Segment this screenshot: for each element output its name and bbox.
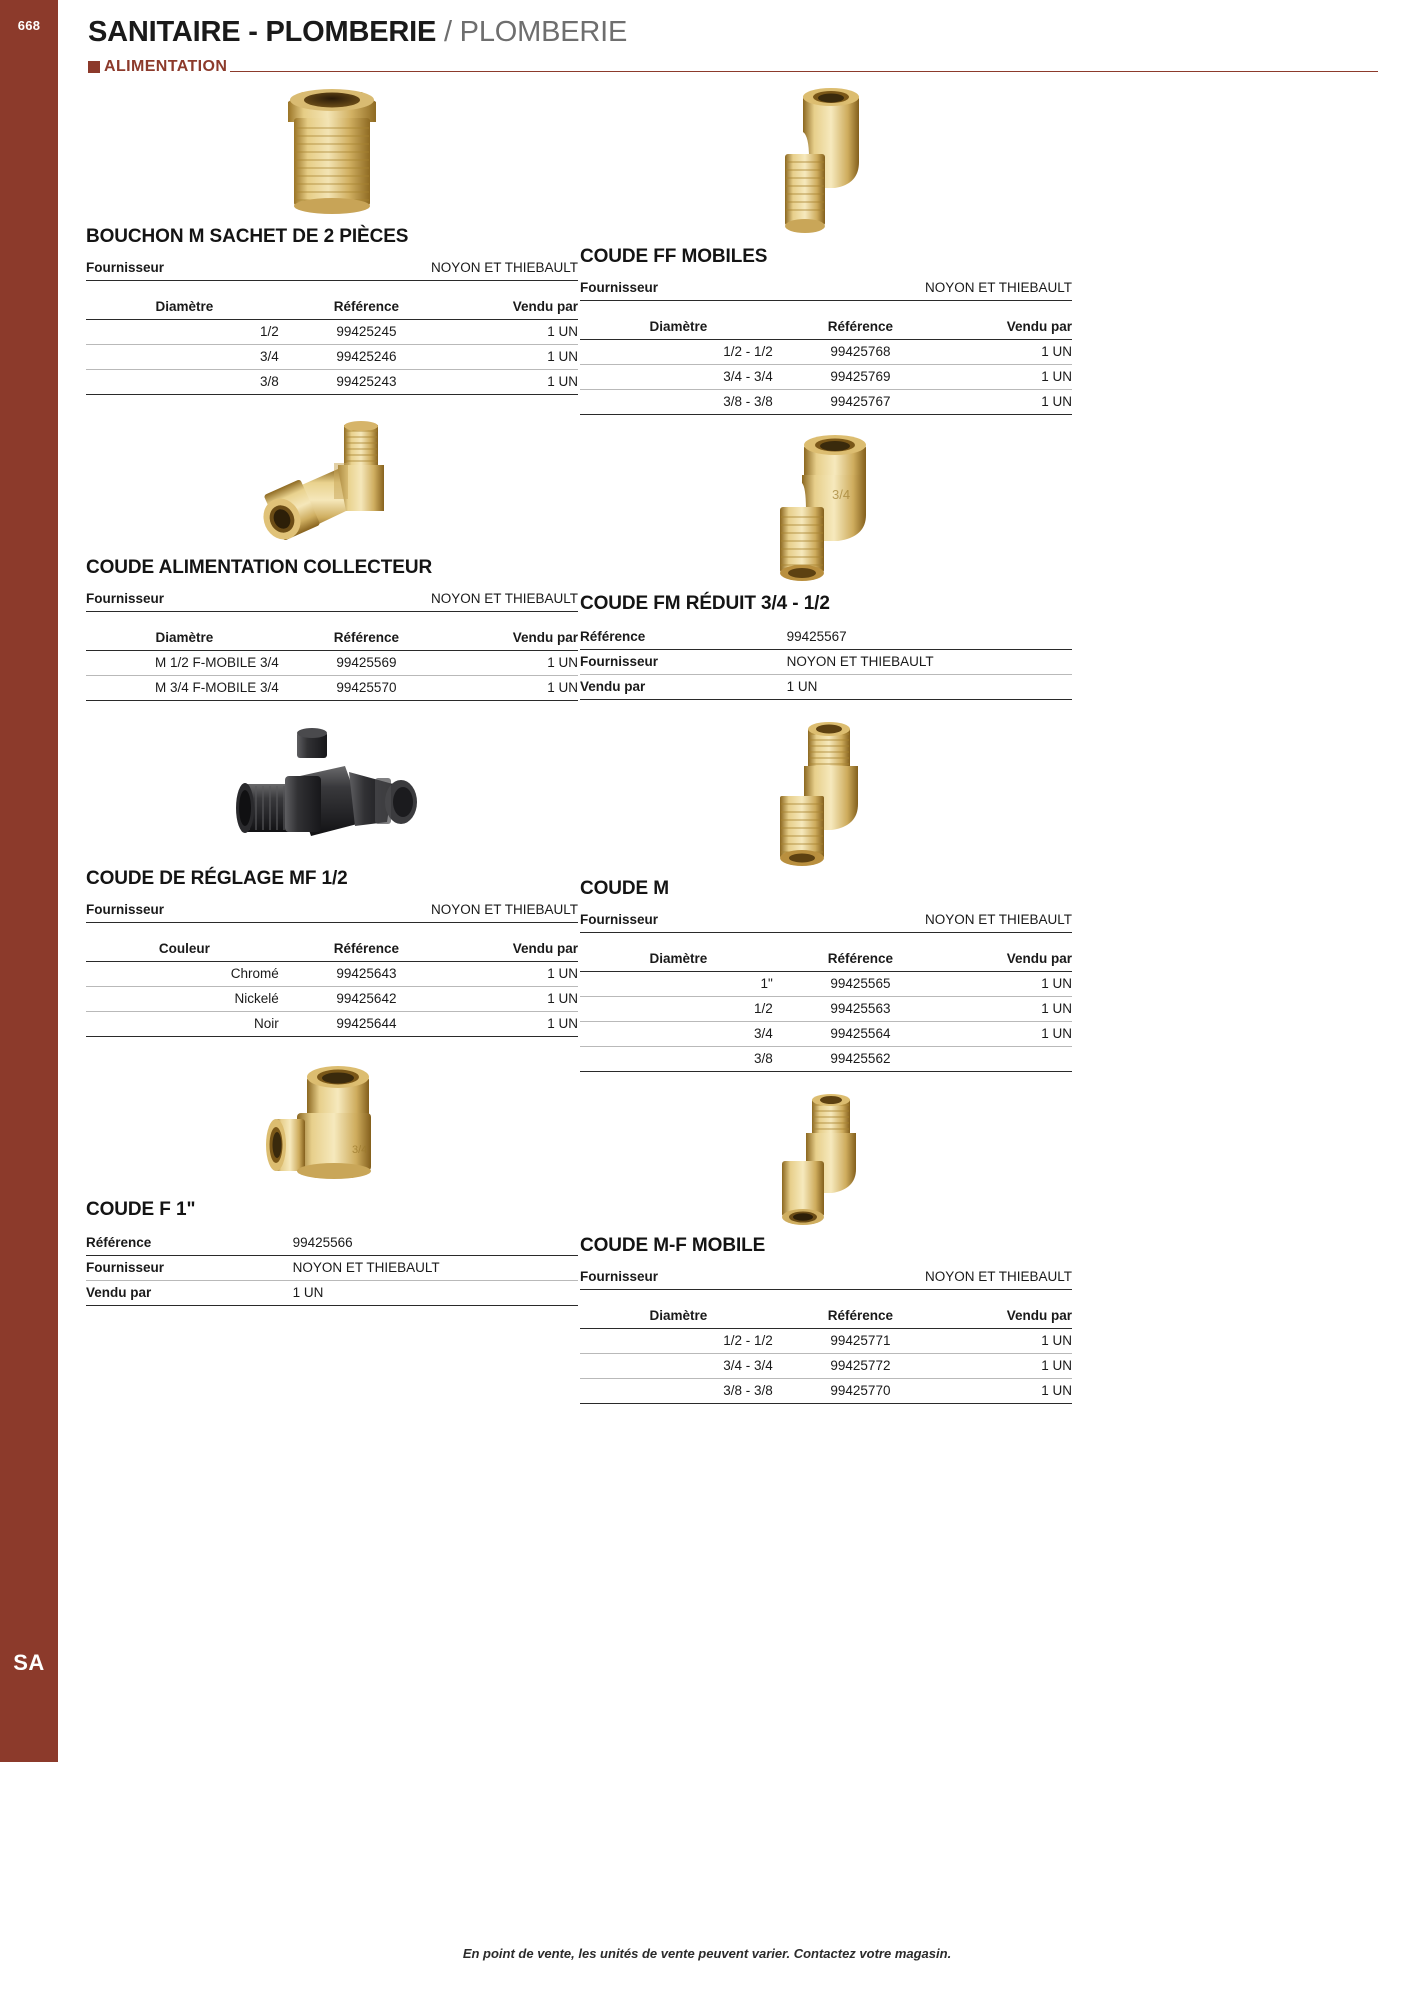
table-cell: 99425563 xyxy=(777,997,944,1022)
table-row xyxy=(86,589,578,612)
table-header-row xyxy=(580,949,1072,972)
kv-key: Fournisseur xyxy=(86,1256,293,1281)
table-cell: 99425243 xyxy=(283,370,450,395)
table-row xyxy=(580,1267,1072,1290)
table-cell: 1 UN xyxy=(944,972,1072,997)
product-photo-bouchon-m xyxy=(86,86,578,216)
table-cell: 3/8 - 3/8 xyxy=(580,1379,777,1404)
svg-text:3/4: 3/4 xyxy=(832,487,851,502)
product-title: COUDE FF MOBILES xyxy=(580,246,768,267)
spec-rows xyxy=(580,1329,1072,1404)
table-cell: 99425643 xyxy=(283,962,450,987)
kv-value: 99425567 xyxy=(787,625,1072,650)
table-cell: 3/8 xyxy=(580,1047,777,1072)
product-photo-coude-collecteur xyxy=(86,417,578,547)
brass-plug-image xyxy=(272,88,392,216)
table-header-row xyxy=(86,628,578,651)
supplier-table-coude-reglage xyxy=(86,900,578,923)
table-cell: 3/8 - 3/8 xyxy=(580,390,777,415)
table-cell: 1" xyxy=(580,972,777,997)
kv-key: Vendu par xyxy=(580,675,787,700)
table-cell: Noir xyxy=(86,1012,283,1037)
table-cell: 99425771 xyxy=(777,1329,944,1354)
table-cell: 99425769 xyxy=(777,365,944,390)
product-title: COUDE M xyxy=(580,878,670,899)
brass-male-elbow-image xyxy=(746,720,906,868)
col-header-reference: Référence xyxy=(777,317,944,340)
page-number: 668 xyxy=(17,18,41,33)
col-header-vendu-par: Vendu par xyxy=(944,949,1072,972)
table-cell: 3/4 - 3/4 xyxy=(580,1354,777,1379)
col-header-vendu-par: Vendu par xyxy=(450,939,578,962)
section-tab-label: SA xyxy=(13,1650,45,1675)
product-photo-coude-mf-mobile xyxy=(580,1090,1072,1225)
table-row xyxy=(580,650,1072,675)
brass-mf-mobile-elbow-image xyxy=(746,1093,906,1225)
table-cell: 1 UN xyxy=(450,651,578,676)
kv-key: Vendu par xyxy=(86,1281,293,1306)
product-bouchon-m xyxy=(86,86,578,395)
table-cell: 1 UN xyxy=(944,1354,1072,1379)
table-header-row xyxy=(86,939,578,962)
kv-key: Référence xyxy=(580,625,787,650)
page-title xyxy=(88,14,1378,50)
table-cell: 1 UN xyxy=(450,962,578,987)
table-cell: 99425642 xyxy=(283,987,450,1012)
brass-ff-mobile-elbow-image xyxy=(751,88,901,236)
table-cell: Nickelé xyxy=(86,987,283,1012)
table-cell: 3/8 xyxy=(86,370,283,395)
table-cell: Chromé xyxy=(86,962,283,987)
col-header-diametre: Diamètre xyxy=(580,1306,777,1329)
page-title-sub: / PLOMBERIE xyxy=(443,16,628,48)
table-row xyxy=(86,987,578,1012)
table-cell: 99425767 xyxy=(777,390,944,415)
spec-table-coude-reglage xyxy=(86,939,578,1037)
supplier-table-bouchon-m xyxy=(86,258,578,281)
table-row xyxy=(580,625,1072,650)
product-photo-coude-f-1 xyxy=(86,1059,578,1189)
spec-rows xyxy=(580,340,1072,415)
table-header-row xyxy=(86,297,578,320)
table-cell: 99425245 xyxy=(283,320,450,345)
product-coude-f-1 xyxy=(86,1059,578,1306)
table-cell: 1 UN xyxy=(944,340,1072,365)
table-cell: 1 UN xyxy=(944,1379,1072,1404)
supplier-table-coude-m xyxy=(580,910,1072,933)
table-cell: M 3/4 F-MOBILE 3/4 xyxy=(86,676,283,701)
table-cell: 99425246 xyxy=(283,345,450,370)
table-cell: 1 UN xyxy=(450,345,578,370)
spec-table-coude-ff-mobiles xyxy=(580,317,1072,415)
brass-elbow-collector-image xyxy=(242,419,422,547)
table-header-row xyxy=(580,1306,1072,1329)
kv-table-coude-fm-reduit xyxy=(580,625,1072,700)
spec-table-coude-m xyxy=(580,949,1072,1072)
table-header-row xyxy=(580,317,1072,340)
table-cell: 3/4 xyxy=(580,1022,777,1047)
col-header-reference: Référence xyxy=(283,297,450,320)
col-header-vendu-par: Vendu par xyxy=(944,317,1072,340)
spec-rows xyxy=(580,972,1072,1072)
spec-rows xyxy=(86,962,578,1037)
product-title: COUDE ALIMENTATION COLLECTEUR xyxy=(86,557,433,578)
spec-table-coude-collecteur xyxy=(86,628,578,701)
table-cell: 1 UN xyxy=(450,370,578,395)
table-row xyxy=(580,972,1072,997)
spec-rows xyxy=(86,320,578,395)
spec-table-bouchon-m xyxy=(86,297,578,395)
kv-value: 1 UN xyxy=(293,1281,578,1306)
spec-table-coude-mf-mobile xyxy=(580,1306,1072,1404)
col-header-vendu-par: Vendu par xyxy=(450,628,578,651)
supplier-value: NOYON ET THIEBAULT xyxy=(257,258,578,281)
footer-note: En point de vente, les unités de vente peuvent varier. Contactez votre magasin. xyxy=(462,1946,952,1961)
kv-value: 99425566 xyxy=(293,1231,578,1256)
supplier-label: Fournisseur xyxy=(86,589,257,612)
supplier-table-coude-collecteur xyxy=(86,589,578,612)
left-column xyxy=(86,86,578,1310)
product-title: COUDE M-F MOBILE xyxy=(580,1235,766,1256)
col-header-reference: Référence xyxy=(777,1306,944,1329)
black-adjustment-elbow-image xyxy=(225,726,440,858)
section-square-icon xyxy=(88,61,100,73)
table-cell xyxy=(944,1047,1072,1072)
table-cell: 1 UN xyxy=(450,676,578,701)
product-coude-de-reglage xyxy=(86,723,578,1037)
table-row xyxy=(580,1022,1072,1047)
table-row xyxy=(580,1379,1072,1404)
brass-fm-reduced-elbow-image xyxy=(746,435,906,583)
product-photo-coude-m xyxy=(580,718,1072,868)
supplier-table-coude-mf-mobile xyxy=(580,1267,1072,1290)
product-photo-coude-fm-reduit xyxy=(580,433,1072,583)
table-row xyxy=(86,1012,578,1037)
product-title: COUDE F 1" xyxy=(86,1199,196,1220)
table-row xyxy=(580,1047,1072,1072)
product-coude-m xyxy=(580,718,1072,1072)
table-cell: 1 UN xyxy=(450,1012,578,1037)
col-header-vendu-par: Vendu par xyxy=(944,1306,1072,1329)
supplier-value: NOYON ET THIEBAULT xyxy=(751,1267,1072,1290)
table-cell: 99425562 xyxy=(777,1047,944,1072)
table-cell: 99425644 xyxy=(283,1012,450,1037)
col-header-diametre: Diamètre xyxy=(580,949,777,972)
right-column xyxy=(580,86,1072,1408)
supplier-table-coude-ff-mobiles xyxy=(580,278,1072,301)
product-coude-alimentation-collecteur xyxy=(86,417,578,701)
col-header-reference: Référence xyxy=(283,628,450,651)
table-row xyxy=(86,320,578,345)
table-row xyxy=(580,365,1072,390)
kv-key: Fournisseur xyxy=(580,650,787,675)
kv-value: NOYON ET THIEBAULT xyxy=(293,1256,578,1281)
table-row xyxy=(86,962,578,987)
kv-value: NOYON ET THIEBAULT xyxy=(787,650,1072,675)
product-photo-coude-ff-mobiles xyxy=(580,86,1072,236)
product-title: COUDE DE RÉGLAGE MF 1/2 xyxy=(86,868,348,889)
table-cell: 1/2 xyxy=(86,320,283,345)
table-cell: 99425570 xyxy=(283,676,450,701)
table-row xyxy=(580,675,1072,700)
table-row xyxy=(86,345,578,370)
col-header-reference: Référence xyxy=(283,939,450,962)
table-row xyxy=(86,676,578,701)
table-cell: 1 UN xyxy=(450,987,578,1012)
product-photo-coude-reglage xyxy=(86,723,578,858)
kv-key: Référence xyxy=(86,1231,293,1256)
product-title: COUDE FM RÉDUIT 3/4 - 1/2 xyxy=(580,593,830,614)
table-cell: 1/2 - 1/2 xyxy=(580,340,777,365)
table-cell: 99425770 xyxy=(777,1379,944,1404)
table-row xyxy=(86,1256,578,1281)
table-row xyxy=(86,651,578,676)
supplier-label: Fournisseur xyxy=(86,900,257,923)
table-row xyxy=(580,1329,1072,1354)
table-row xyxy=(86,258,578,281)
col-header-couleur: Couleur xyxy=(86,939,283,962)
section-name: ALIMENTATION xyxy=(104,58,228,75)
col-header-vendu-par: Vendu par xyxy=(450,297,578,320)
table-cell: M 1/2 F-MOBILE 3/4 xyxy=(86,651,283,676)
section-divider xyxy=(230,71,1378,72)
table-cell: 1/2 - 1/2 xyxy=(580,1329,777,1354)
spec-rows xyxy=(86,651,578,701)
table-cell: 1 UN xyxy=(944,997,1072,1022)
table-cell: 1/2 xyxy=(580,997,777,1022)
table-cell: 3/4 xyxy=(86,345,283,370)
table-row xyxy=(86,370,578,395)
col-header-diametre: Diamètre xyxy=(580,317,777,340)
svg-text:3/4: 3/4 xyxy=(352,1144,368,1156)
table-cell: 1 UN xyxy=(944,1329,1072,1354)
table-cell: 1 UN xyxy=(450,320,578,345)
product-coude-ff-mobiles xyxy=(580,86,1072,415)
kv-table-coude-f-1 xyxy=(86,1231,578,1306)
page-spine xyxy=(0,0,58,1762)
table-row xyxy=(580,390,1072,415)
table-row xyxy=(580,997,1072,1022)
table-cell: 3/4 - 3/4 xyxy=(580,365,777,390)
col-header-diametre: Diamètre xyxy=(86,628,283,651)
kv-value: 1 UN xyxy=(787,675,1072,700)
table-cell: 99425569 xyxy=(283,651,450,676)
table-cell: 1 UN xyxy=(944,365,1072,390)
table-row xyxy=(86,1281,578,1306)
supplier-value: NOYON ET THIEBAULT xyxy=(751,910,1072,933)
section-header xyxy=(88,56,1378,78)
table-row xyxy=(86,1231,578,1256)
supplier-value: NOYON ET THIEBAULT xyxy=(257,589,578,612)
supplier-label: Fournisseur xyxy=(580,1267,751,1290)
supplier-label: Fournisseur xyxy=(86,258,257,281)
table-row xyxy=(580,1354,1072,1379)
table-cell: 99425565 xyxy=(777,972,944,997)
supplier-value: NOYON ET THIEBAULT xyxy=(257,900,578,923)
page-title-main: SANITAIRE - PLOMBERIE xyxy=(88,16,437,48)
supplier-label: Fournisseur xyxy=(580,910,751,933)
product-title: BOUCHON M SACHET DE 2 PIÈCES xyxy=(86,226,409,247)
product-coude-fm-reduit xyxy=(580,433,1072,700)
table-cell: 99425564 xyxy=(777,1022,944,1047)
page-header xyxy=(88,14,1378,50)
table-cell: 1 UN xyxy=(944,390,1072,415)
table-cell: 99425772 xyxy=(777,1354,944,1379)
supplier-label: Fournisseur xyxy=(580,278,751,301)
table-row xyxy=(580,340,1072,365)
table-cell: 99425768 xyxy=(777,340,944,365)
table-row xyxy=(580,278,1072,301)
table-row xyxy=(580,910,1072,933)
col-header-reference: Référence xyxy=(777,949,944,972)
product-coude-mf-mobile xyxy=(580,1090,1072,1404)
table-row xyxy=(86,900,578,923)
supplier-value: NOYON ET THIEBAULT xyxy=(751,278,1072,301)
col-header-diametre: Diamètre xyxy=(86,297,283,320)
brass-female-elbow-image xyxy=(257,1061,407,1189)
table-cell: 1 UN xyxy=(944,1022,1072,1047)
